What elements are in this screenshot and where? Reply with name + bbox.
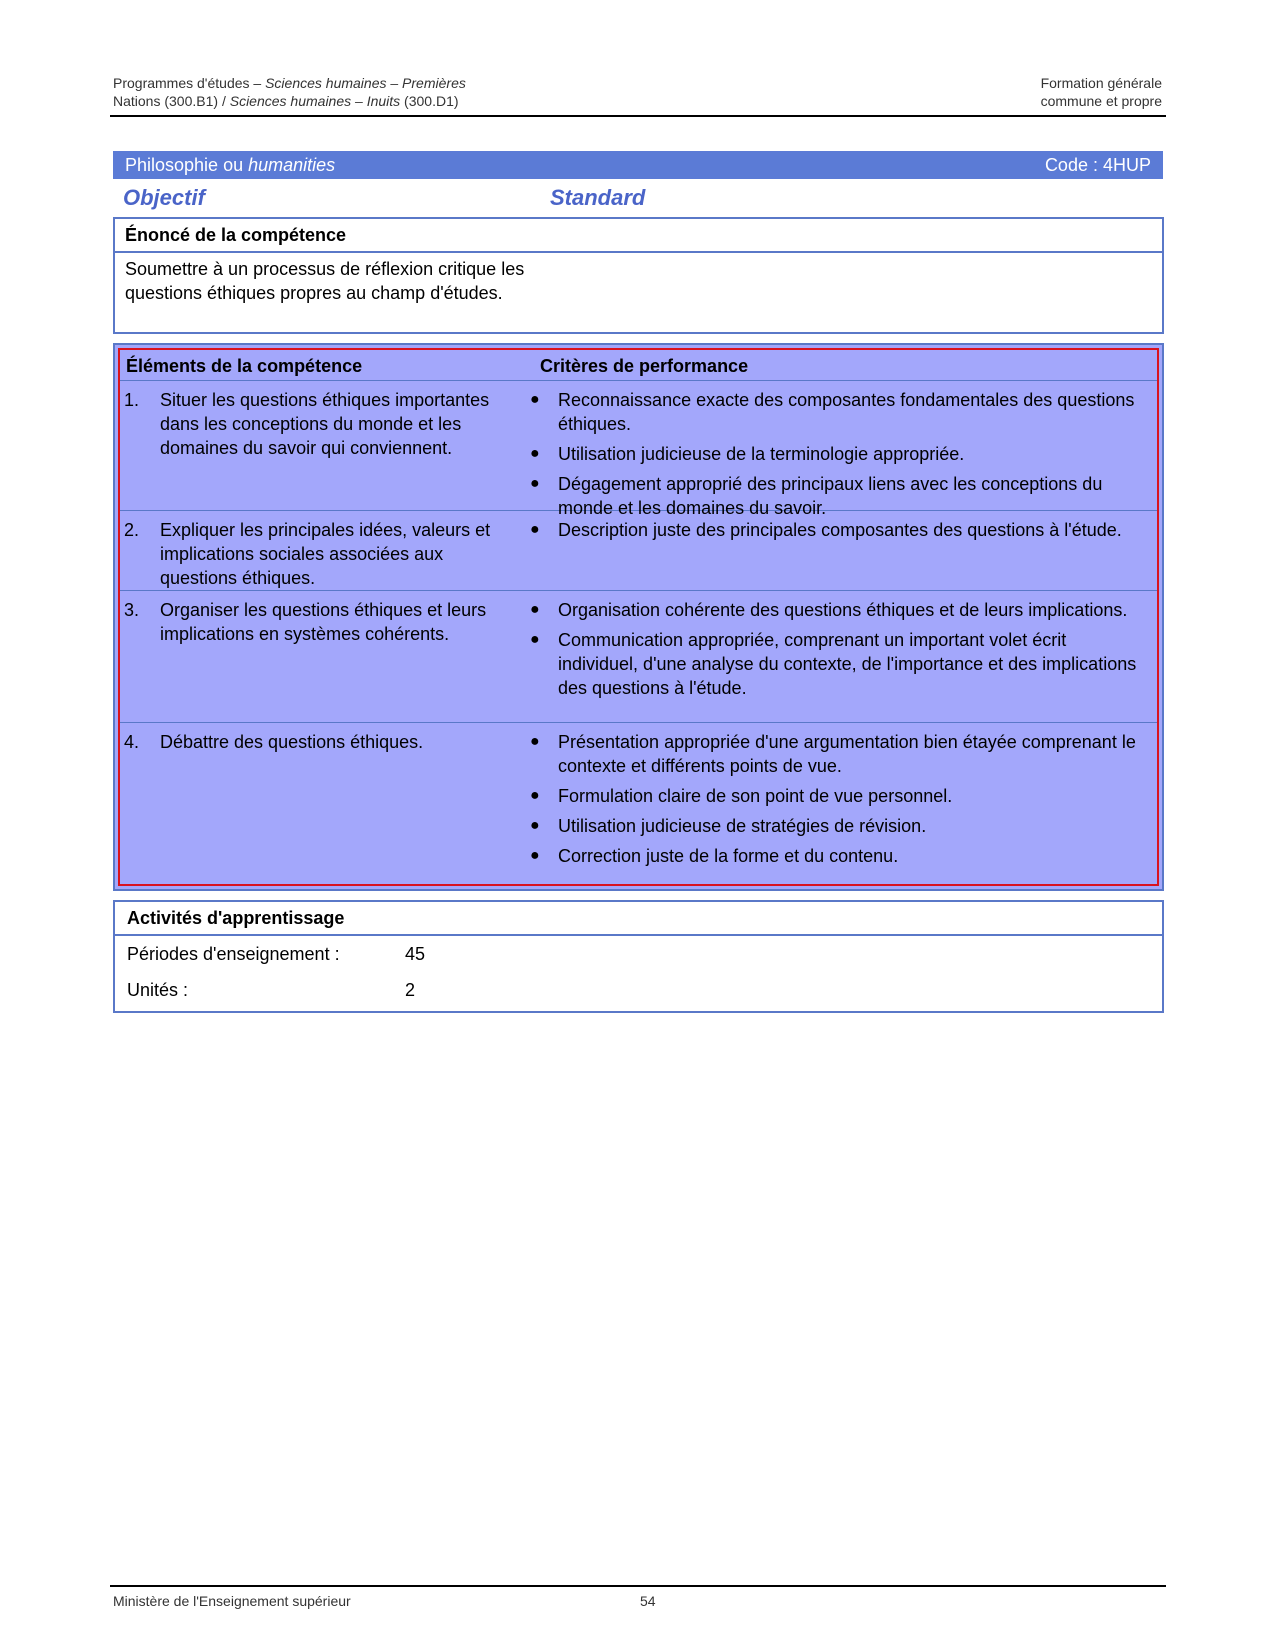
criteria-text: Communication appropriée, comprenant un important volet écrit individuel, d'une analyse du contexte, de l'importance et des implications des questions à l'étude.: [558, 630, 1137, 698]
enonce-text: Soumettre à un processus de réflexion critique les questions éthiques propres au champ d'études.: [125, 259, 525, 303]
bullet-icon: ●: [530, 445, 540, 462]
elements-heading: Éléments de la compétence: [126, 356, 363, 376]
bullet-icon: ●: [530, 631, 540, 648]
activites-heading: Activités d'apprentissage: [115, 902, 1162, 936]
header-text-italic: Sciences humaines – Premières: [265, 75, 466, 91]
periodes-label: Périodes d'enseignement :: [127, 944, 340, 964]
criteria-list: [530, 388, 1140, 526]
header-right-line1: Formation générale: [1040, 75, 1162, 91]
criteria-item: [530, 442, 1140, 466]
element-number: 2.: [124, 520, 140, 540]
criteria-text: Présentation appropriée d'une argumentation bien étayée comprenant le contexte et différents points de vue.: [558, 732, 1136, 776]
element-number: 1.: [124, 390, 140, 410]
course-title: [125, 155, 335, 176]
header-text-italic: Sciences humaines – Inuits: [229, 93, 401, 109]
elements-table: [118, 348, 1159, 886]
periodes-value: 45: [405, 944, 426, 964]
criteria-list: [530, 518, 1140, 548]
element-row-1: [120, 382, 1157, 518]
criteria-item: [530, 388, 1140, 436]
bullet-icon: ●: [530, 847, 540, 864]
criteria-item: [530, 730, 1140, 778]
course-subject-italic: humanities: [248, 154, 336, 175]
course-subject: Philosophie ou: [125, 154, 244, 175]
element-number: 4.: [124, 732, 140, 752]
criteria-item: [530, 784, 1140, 808]
criteria-text: Organisation cohérente des questions éthiques et de leurs implications.: [558, 600, 1128, 620]
element-row-2: [120, 512, 1157, 591]
bullet-icon: ●: [530, 601, 540, 618]
unites-label: Unités :: [127, 980, 189, 1000]
element-row-4: [120, 724, 1157, 884]
element-text: Organiser les questions éthiques et leurs implications en systèmes cohérents.: [160, 600, 487, 644]
header-text: (300.D1): [400, 93, 459, 109]
course-code: Code : 4HUP: [1044, 154, 1151, 175]
elements-box: [113, 343, 1164, 891]
criteria-heading: Critères de performance: [540, 356, 749, 376]
bullet-icon: ●: [530, 475, 540, 492]
element-number: 3.: [124, 600, 140, 620]
criteria-item: [530, 628, 1140, 700]
enonce-heading: Énoncé de la compétence: [115, 219, 1162, 253]
footer-ministry: Ministère de l'Enseignement supérieur: [113, 1593, 351, 1609]
bullet-icon: ●: [530, 391, 540, 408]
criteria-item: [530, 844, 1140, 868]
element-text: Expliquer les principales idées, valeurs et implications sociales associées aux questions éthiques.: [160, 520, 491, 588]
header-text: Nations (300.B1) /: [113, 93, 230, 109]
enonce-box: [113, 217, 1164, 334]
element-text: Situer les questions éthiques importantes dans les conceptions du monde et les domaines du savoir qui conviennent.: [160, 390, 490, 458]
element-row-3: [120, 592, 1157, 723]
bullet-icon: ●: [530, 733, 540, 750]
header-rule: [110, 115, 1166, 117]
footer-page-number: 54: [640, 1593, 656, 1609]
bullet-icon: ●: [530, 521, 540, 538]
criteria-list: [530, 730, 1140, 874]
criteria-text: Description juste des principales composantes des questions à l'étude.: [558, 520, 1122, 540]
element-text: Débattre des questions éthiques.: [160, 732, 424, 752]
criteria-text: Dégagement approprié des principaux liens avec les conceptions du monde et les domaines du savoir.: [558, 474, 1103, 518]
header-text: Programmes d'études –: [113, 75, 266, 91]
criteria-list: [530, 598, 1140, 706]
header-left-line2: [113, 92, 673, 110]
criteria-text: Utilisation judicieuse de la terminologie appropriée.: [558, 444, 965, 464]
header-left-line1: [113, 74, 673, 92]
activites-box: [113, 900, 1164, 1013]
header-right-line2: commune et propre: [1040, 93, 1162, 109]
criteria-text: Formulation claire de son point de vue personnel.: [558, 786, 953, 806]
footer-rule: [110, 1585, 1166, 1587]
criteria-item: [530, 518, 1140, 542]
criteria-text: Correction juste de la forme et du contenu.: [558, 846, 899, 866]
unites-value: 2: [405, 980, 416, 1000]
objective-label: Objectif: [123, 185, 205, 210]
criteria-text: Reconnaissance exacte des composantes fondamentales des questions éthiques.: [558, 390, 1135, 434]
standard-label: Standard: [550, 185, 646, 210]
criteria-item: [530, 598, 1140, 622]
criteria-item: [530, 814, 1140, 838]
bullet-icon: ●: [530, 817, 540, 834]
bullet-icon: ●: [530, 787, 540, 804]
course-title-bar: [113, 151, 1163, 179]
criteria-text: Utilisation judicieuse de stratégies de révision.: [558, 816, 927, 836]
elements-heading-row: [120, 350, 1157, 381]
